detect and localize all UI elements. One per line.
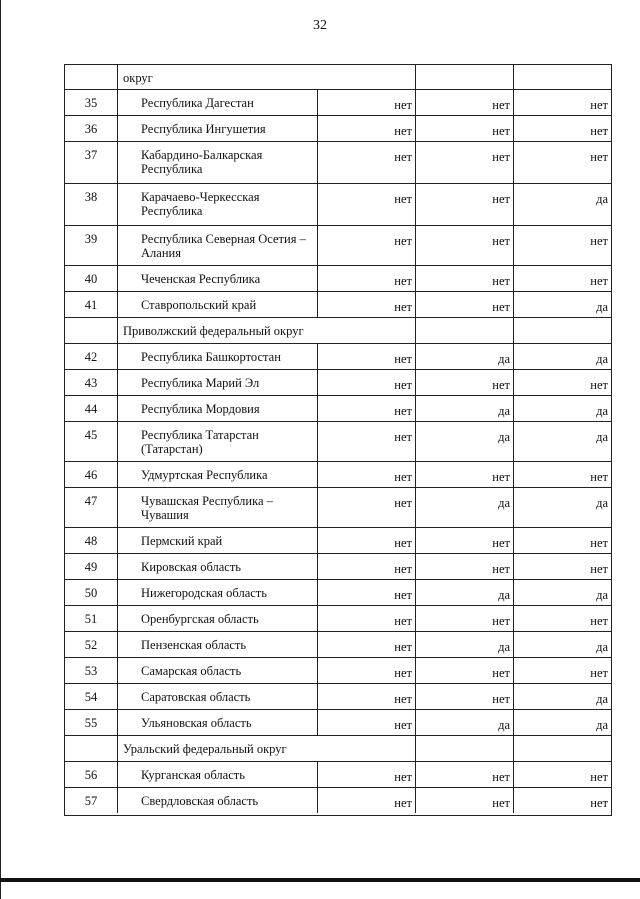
region-name-cell — [117, 344, 317, 369]
column-divider — [415, 266, 416, 291]
table-row — [65, 527, 611, 553]
value-cell-2: нет — [492, 234, 510, 248]
column-divider — [117, 318, 118, 343]
value-cell-1: нет — [394, 588, 412, 602]
region-name: Чеченская Республика — [141, 272, 261, 286]
value-cell-2: нет — [492, 770, 510, 784]
column-divider — [317, 528, 318, 553]
value-cell-2: нет — [492, 274, 510, 288]
row-number: 50 — [84, 586, 98, 600]
value-cell-1: нет — [394, 692, 412, 706]
column-divider — [317, 184, 318, 225]
value-cell-3: да — [596, 300, 608, 314]
column-divider — [415, 462, 416, 487]
region-name-cell — [117, 396, 317, 421]
region-name-cell — [117, 658, 317, 683]
value-cell-1: нет — [394, 614, 412, 628]
region-name: Оренбургская область — [141, 612, 259, 626]
row-number: 46 — [84, 468, 98, 482]
column-divider — [415, 488, 416, 527]
value-cell-3: нет — [590, 562, 608, 576]
table-row — [65, 487, 611, 527]
region-name-cell — [117, 184, 317, 225]
table-row — [65, 265, 611, 291]
column-divider — [513, 184, 514, 225]
value-cell-2: нет — [492, 192, 510, 206]
table-row — [65, 89, 611, 115]
row-number: 52 — [84, 638, 98, 652]
column-divider — [317, 396, 318, 421]
value-cell-1: нет — [394, 150, 412, 164]
column-divider — [415, 184, 416, 225]
column-divider — [415, 65, 416, 89]
section-label-cell — [117, 736, 415, 761]
value-cell-1: нет — [394, 770, 412, 784]
column-divider — [513, 554, 514, 579]
column-divider — [415, 762, 416, 787]
region-name-cell — [117, 580, 317, 605]
region-name: Республика Татарстан (Татарстан) — [141, 428, 259, 456]
column-divider — [513, 488, 514, 527]
value-cell-2: нет — [492, 470, 510, 484]
column-divider — [117, 488, 118, 527]
value-cell-3: да — [596, 496, 608, 510]
value-cell-2: нет — [492, 796, 510, 810]
table-row — [65, 395, 611, 421]
section-row — [65, 65, 611, 89]
table-row — [65, 787, 611, 813]
value-cell-2: нет — [492, 562, 510, 576]
value-cell-1: нет — [394, 796, 412, 810]
column-divider — [415, 344, 416, 369]
value-cell-3: нет — [590, 98, 608, 112]
row-number: 39 — [84, 232, 98, 246]
row-number: 55 — [84, 716, 98, 730]
column-divider — [317, 370, 318, 395]
value-cell-1: нет — [394, 274, 412, 288]
region-name: Чувашская Республика – Чувашия — [141, 494, 273, 522]
column-divider — [117, 90, 118, 115]
column-divider — [415, 580, 416, 605]
column-divider — [317, 710, 318, 735]
region-name: Кабардино-Балкарская Республика — [141, 148, 263, 176]
column-divider — [317, 788, 318, 813]
section-label-cell — [117, 318, 415, 343]
value-cell-3: да — [596, 588, 608, 602]
column-divider — [513, 462, 514, 487]
value-cell-1: нет — [394, 300, 412, 314]
row-number: 44 — [84, 402, 98, 416]
column-divider — [117, 762, 118, 787]
region-name-cell — [117, 710, 317, 735]
value-cell-3: нет — [590, 770, 608, 784]
column-divider — [317, 554, 318, 579]
column-divider — [117, 788, 118, 813]
scan-bottom-edge — [0, 878, 640, 882]
column-divider — [513, 396, 514, 421]
row-number: 35 — [84, 96, 98, 110]
column-divider — [415, 370, 416, 395]
region-name: Кировская область — [141, 560, 242, 574]
region-name: Республика Мордовия — [141, 402, 260, 416]
column-divider — [317, 226, 318, 265]
column-divider — [513, 226, 514, 265]
scan-left-edge — [0, 0, 1, 899]
table-row — [65, 291, 611, 317]
column-divider — [513, 142, 514, 183]
column-divider — [415, 116, 416, 141]
column-divider — [513, 658, 514, 683]
region-name-cell — [117, 528, 317, 553]
page-number: 32 — [313, 18, 327, 33]
column-divider — [513, 762, 514, 787]
column-divider — [117, 65, 118, 89]
region-name-cell — [117, 684, 317, 709]
table-row — [65, 461, 611, 487]
column-divider — [117, 292, 118, 317]
row-number-cell — [65, 65, 117, 89]
column-divider — [317, 422, 318, 461]
section-row — [65, 735, 611, 761]
value-cell-3: нет — [590, 796, 608, 810]
column-divider — [415, 710, 416, 735]
row-number: 42 — [84, 350, 98, 364]
column-divider — [513, 292, 514, 317]
value-cell-3: нет — [590, 234, 608, 248]
region-name-cell — [117, 226, 317, 265]
row-number: 38 — [84, 190, 98, 204]
table-row — [65, 657, 611, 683]
column-divider — [513, 318, 514, 343]
value-cell-2: да — [498, 588, 510, 602]
region-name-cell — [117, 116, 317, 141]
region-name-cell — [117, 462, 317, 487]
region-name-cell — [117, 554, 317, 579]
region-name: Республика Марий Эл — [141, 376, 260, 390]
table-row — [65, 761, 611, 787]
column-divider — [117, 528, 118, 553]
regions-table — [64, 64, 612, 816]
column-divider — [317, 658, 318, 683]
column-divider — [117, 462, 118, 487]
column-divider — [317, 606, 318, 631]
value-cell-3: да — [596, 352, 608, 366]
region-name: Республика Башкортостан — [141, 350, 281, 364]
column-divider — [117, 422, 118, 461]
column-divider — [513, 266, 514, 291]
column-divider — [415, 142, 416, 183]
column-divider — [117, 266, 118, 291]
column-divider — [117, 606, 118, 631]
column-divider — [513, 65, 514, 89]
value-cell-1: нет — [394, 192, 412, 206]
table-row — [65, 421, 611, 461]
column-divider — [415, 318, 416, 343]
region-name: Свердловская область — [141, 794, 259, 808]
value-cell-3: да — [596, 692, 608, 706]
column-divider — [415, 292, 416, 317]
row-number-cell — [65, 318, 117, 343]
value-cell-1: нет — [394, 640, 412, 654]
column-divider — [317, 580, 318, 605]
region-name-cell — [117, 292, 317, 317]
region-name: Саратовская область — [141, 690, 251, 704]
value-cell-3: да — [596, 430, 608, 444]
region-name: Пермский край — [141, 534, 223, 548]
row-number: 48 — [84, 534, 98, 548]
column-divider — [117, 710, 118, 735]
column-divider — [513, 580, 514, 605]
region-name-cell — [117, 488, 317, 527]
row-number: 40 — [84, 272, 98, 286]
value-cell-2: нет — [492, 536, 510, 550]
column-divider — [415, 658, 416, 683]
region-name: Республика Дагестан — [141, 96, 254, 110]
column-divider — [117, 736, 118, 761]
column-divider — [415, 606, 416, 631]
table-row — [65, 343, 611, 369]
row-number-cell — [65, 736, 117, 761]
value-cell-3: нет — [590, 124, 608, 138]
table-row — [65, 631, 611, 657]
value-cell-1: нет — [394, 124, 412, 138]
row-number: 47 — [84, 494, 98, 508]
region-name-cell — [117, 370, 317, 395]
column-divider — [117, 370, 118, 395]
value-cell-2: да — [498, 640, 510, 654]
column-divider — [117, 684, 118, 709]
value-cell-2: нет — [492, 614, 510, 628]
value-cell-3: да — [596, 192, 608, 206]
region-name: Республика Ингушетия — [141, 122, 266, 136]
column-divider — [513, 788, 514, 813]
value-cell-2: нет — [492, 692, 510, 706]
column-divider — [317, 266, 318, 291]
row-number: 53 — [84, 664, 98, 678]
column-divider — [513, 710, 514, 735]
row-number: 41 — [84, 298, 98, 312]
table-row — [65, 141, 611, 183]
value-cell-2: нет — [492, 300, 510, 314]
column-divider — [317, 462, 318, 487]
value-cell-1: нет — [394, 536, 412, 550]
column-divider — [117, 396, 118, 421]
value-cell-3: нет — [590, 666, 608, 680]
region-name-cell — [117, 266, 317, 291]
column-divider — [117, 226, 118, 265]
value-cell-2: нет — [492, 98, 510, 112]
value-cell-2: нет — [492, 124, 510, 138]
region-name: Ульяновская область — [141, 716, 252, 730]
region-name-cell — [117, 632, 317, 657]
value-cell-1: нет — [394, 404, 412, 418]
column-divider — [117, 184, 118, 225]
table-row — [65, 579, 611, 605]
row-number: 57 — [84, 794, 98, 808]
column-divider — [513, 736, 514, 761]
column-divider — [317, 632, 318, 657]
row-number: 54 — [84, 690, 98, 704]
column-divider — [117, 658, 118, 683]
column-divider — [117, 632, 118, 657]
row-number: 43 — [84, 376, 98, 390]
region-name: Курганская область — [141, 768, 245, 782]
column-divider — [317, 292, 318, 317]
value-cell-1: нет — [394, 430, 412, 444]
region-name-cell — [117, 90, 317, 115]
column-divider — [317, 142, 318, 183]
column-divider — [317, 90, 318, 115]
value-cell-1: нет — [394, 718, 412, 732]
section-label: Приволжский федеральный округ — [123, 324, 304, 338]
value-cell-3: нет — [590, 274, 608, 288]
value-cell-2: нет — [492, 150, 510, 164]
value-cell-2: да — [498, 352, 510, 366]
column-divider — [513, 684, 514, 709]
table-row — [65, 225, 611, 265]
column-divider — [117, 344, 118, 369]
column-divider — [415, 90, 416, 115]
value-cell-2: да — [498, 430, 510, 444]
region-name-cell — [117, 762, 317, 787]
section-row — [65, 317, 611, 343]
column-divider — [415, 396, 416, 421]
value-cell-3: да — [596, 404, 608, 418]
value-cell-3: да — [596, 640, 608, 654]
table-row — [65, 553, 611, 579]
table-row — [65, 605, 611, 631]
value-cell-2: да — [498, 718, 510, 732]
section-label: Уральский федеральный округ — [123, 742, 287, 756]
column-divider — [513, 528, 514, 553]
row-number: 51 — [84, 612, 98, 626]
column-divider — [513, 344, 514, 369]
region-name: Пензенская область — [141, 638, 247, 652]
region-name-cell — [117, 422, 317, 461]
column-divider — [117, 580, 118, 605]
column-divider — [513, 632, 514, 657]
section-label-cell — [117, 65, 415, 89]
region-name: Ставропольский край — [141, 298, 257, 312]
column-divider — [513, 370, 514, 395]
value-cell-3: нет — [590, 378, 608, 392]
row-number: 36 — [84, 122, 98, 136]
column-divider — [117, 142, 118, 183]
value-cell-1: нет — [394, 378, 412, 392]
table-row — [65, 115, 611, 141]
column-divider — [415, 422, 416, 461]
value-cell-1: нет — [394, 562, 412, 576]
section-label: округ — [123, 71, 153, 85]
column-divider — [317, 116, 318, 141]
region-name-cell — [117, 606, 317, 631]
region-name: Карачаево-Черкесская Республика — [141, 190, 260, 218]
table-row — [65, 369, 611, 395]
value-cell-1: нет — [394, 98, 412, 112]
table-row — [65, 183, 611, 225]
value-cell-3: нет — [590, 150, 608, 164]
column-divider — [117, 116, 118, 141]
value-cell-3: да — [596, 718, 608, 732]
value-cell-3: нет — [590, 470, 608, 484]
column-divider — [415, 554, 416, 579]
column-divider — [513, 116, 514, 141]
column-divider — [317, 762, 318, 787]
region-name: Удмуртская Республика — [141, 468, 268, 482]
column-divider — [117, 554, 118, 579]
region-name: Самарская область — [141, 664, 242, 678]
table-row — [65, 709, 611, 735]
row-number: 49 — [84, 560, 98, 574]
value-cell-1: нет — [394, 496, 412, 510]
value-cell-2: нет — [492, 378, 510, 392]
column-divider — [415, 528, 416, 553]
column-divider — [317, 344, 318, 369]
row-number: 37 — [84, 148, 98, 162]
value-cell-1: нет — [394, 470, 412, 484]
region-name: Нижегородская область — [141, 586, 267, 600]
column-divider — [317, 488, 318, 527]
value-cell-2: нет — [492, 666, 510, 680]
value-cell-2: да — [498, 404, 510, 418]
column-divider — [513, 90, 514, 115]
value-cell-3: нет — [590, 614, 608, 628]
region-name-cell — [117, 142, 317, 183]
column-divider — [415, 632, 416, 657]
value-cell-1: нет — [394, 234, 412, 248]
row-number: 56 — [84, 768, 98, 782]
region-name: Республика Северная Осетия – Алания — [141, 232, 306, 260]
value-cell-1: нет — [394, 352, 412, 366]
column-divider — [317, 684, 318, 709]
column-divider — [415, 788, 416, 813]
column-divider — [415, 226, 416, 265]
row-number: 45 — [84, 428, 98, 442]
value-cell-2: да — [498, 496, 510, 510]
column-divider — [415, 684, 416, 709]
table-row — [65, 683, 611, 709]
value-cell-3: нет — [590, 536, 608, 550]
region-name-cell — [117, 788, 317, 813]
column-divider — [415, 736, 416, 761]
value-cell-1: нет — [394, 666, 412, 680]
column-divider — [513, 422, 514, 461]
column-divider — [513, 606, 514, 631]
